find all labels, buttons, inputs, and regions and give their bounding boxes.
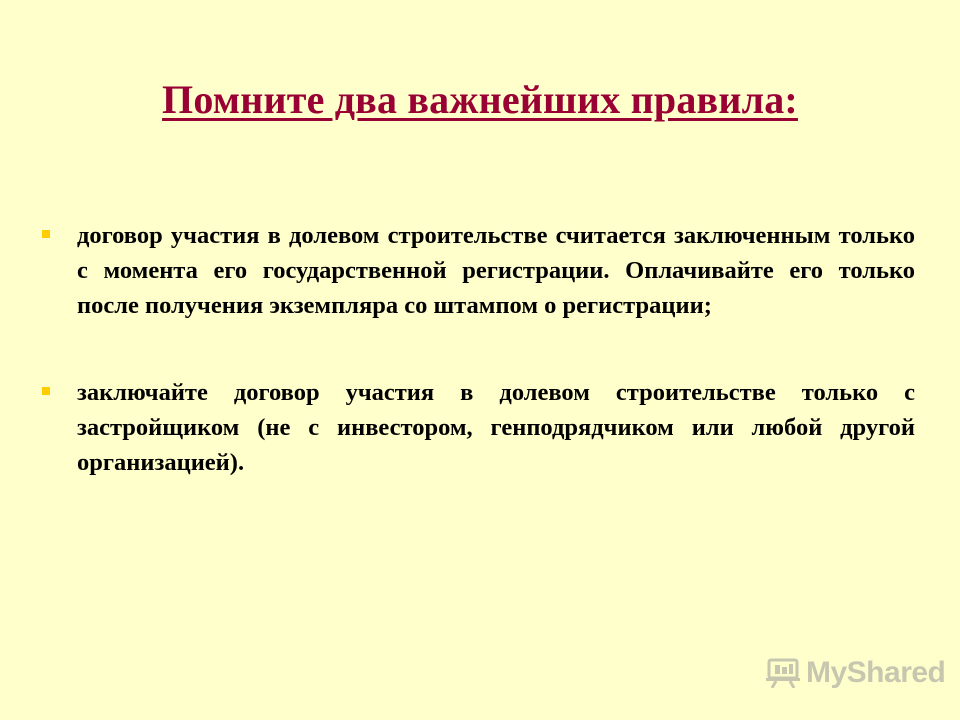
square-bullet-icon bbox=[42, 387, 50, 395]
bullet-text: договор участия в долевом строительстве считается заключенным только с момента его государственной регистрации. Оплачивайте его только после получения экземпляра со штампом о регистрации; bbox=[77, 222, 915, 319]
presentation-board-icon bbox=[766, 658, 800, 688]
slide-title: Помните два важнейших правила: bbox=[162, 77, 798, 122]
bullet-item bbox=[40, 375, 915, 480]
bullet-list bbox=[40, 218, 915, 480]
square-bullet-icon bbox=[42, 230, 50, 238]
watermark-logo bbox=[766, 656, 945, 690]
bullet-text: заключайте договор участия в долевом строительстве только с застройщиком (не с инвестором, генподрядчиком или любой другой организацией). bbox=[77, 379, 915, 476]
bullet-item bbox=[40, 218, 915, 323]
watermark-text: MyShared bbox=[806, 656, 946, 689]
